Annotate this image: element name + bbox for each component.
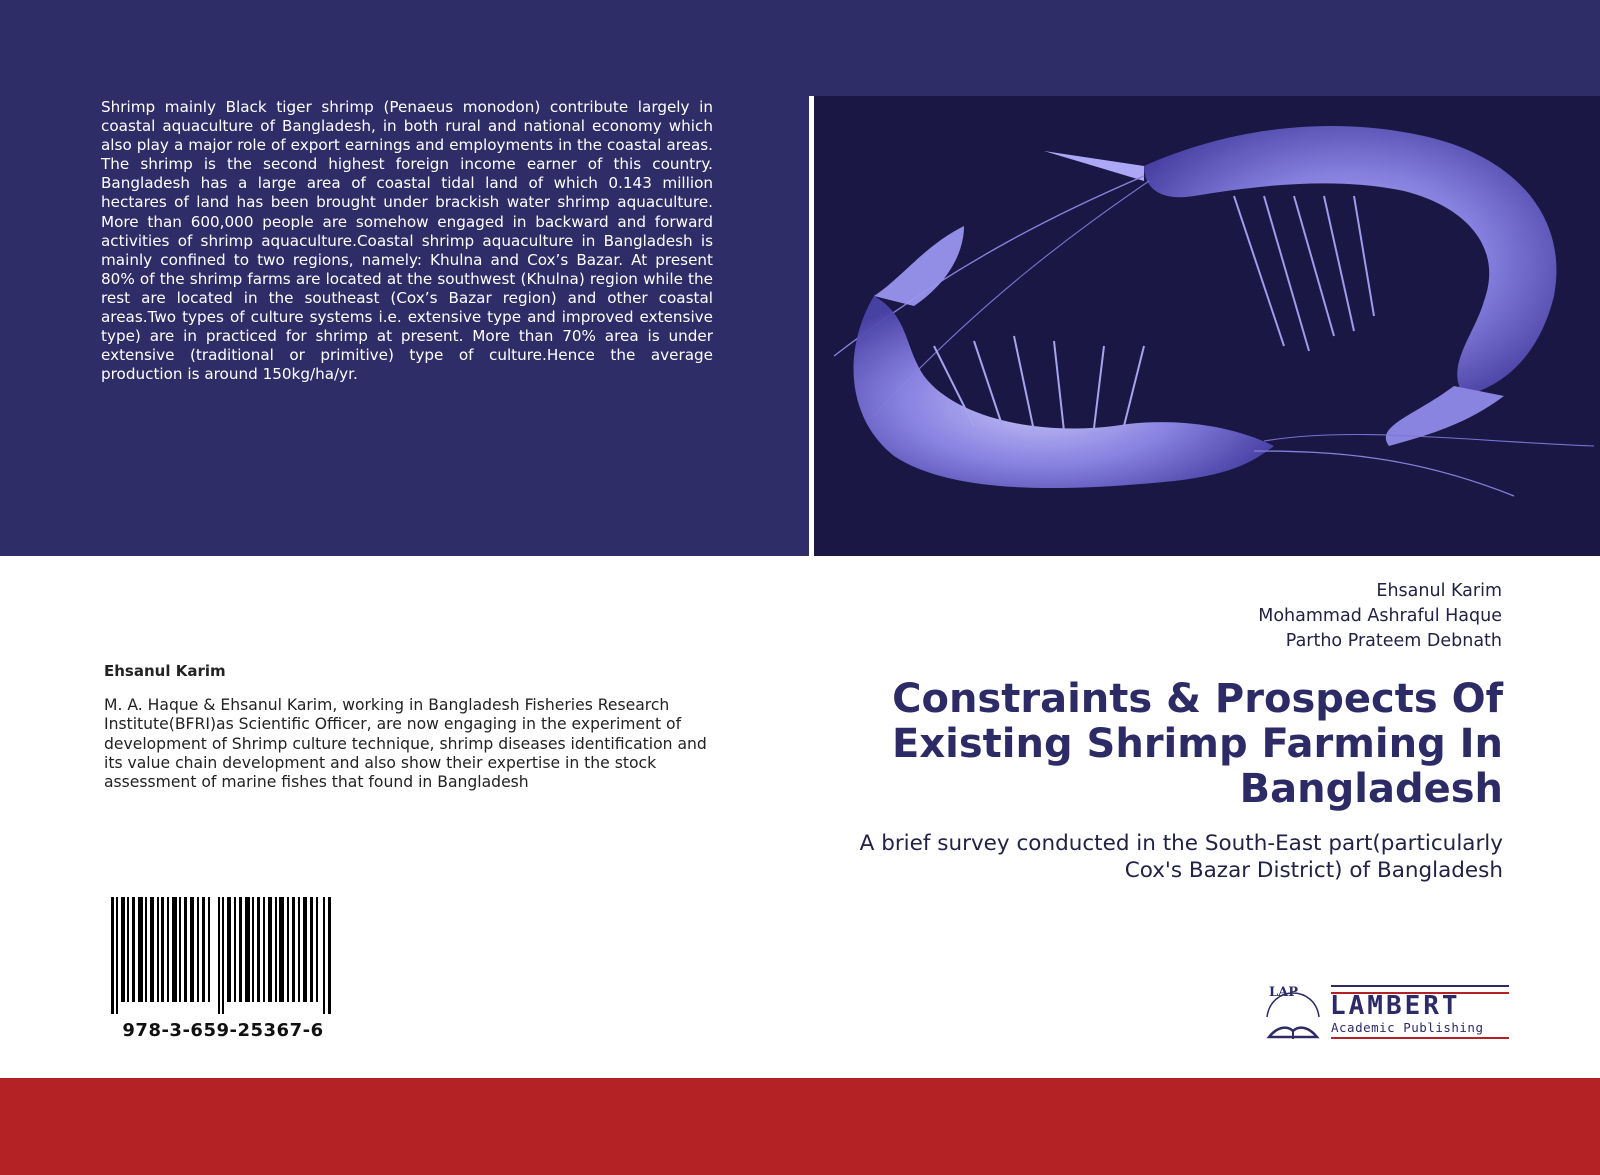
shrimp-photo bbox=[809, 96, 1600, 556]
book-subtitle: A brief survey conducted in the South-East part(particularly Cox's Bazar District) of Bangladesh bbox=[859, 831, 1503, 883]
publisher-tagline: Academic Publishing bbox=[1331, 1020, 1484, 1035]
back-cover-blurb: Shrimp mainly Black tiger shrimp (Penaeus monodon) contribute largely in coastal aquaculture of Bangladesh, in both rural and national economy which also play a major role of export earnings and employments in the coastal areas. The shrimp is the second highest foreign income earner of this country. Bangladesh has a large area of coastal tidal land of which 0.143 million hectares of land has been brought under brackish water shrimp aquaculture. More than 600,000 people are somehow engaged in backward and forward activities of shrimp aquaculture.Coastal shrimp aquaculture in Bangladesh is mainly confined to two regions, namely: Khulna and Cox’s Bazar. At present 80% of the shrimp farms are located at the southwest (Khulna) region while the rest are located in the southeast (Cox’s Bazar region) and other coastal areas.Two types of culture systems i.e. extensive type and improved extensive type) are in practiced for shrimp at present. More than 70% area is under extensive (traditional or primitive) type of culture.Hence the average production is around 150kg/ha/yr. bbox=[101, 98, 713, 384]
author-list bbox=[1258, 579, 1502, 654]
bottom-red-band bbox=[0, 1078, 1600, 1175]
author-name: Partho Prateem Debnath bbox=[1285, 631, 1502, 651]
isbn-number: 978-3-659-25367-6 bbox=[122, 1020, 324, 1041]
shrimp-illustration-icon bbox=[814, 96, 1600, 556]
author-name: Mohammad Ashraful Haque bbox=[1258, 606, 1502, 626]
bio-author-name: Ehsanul Karim bbox=[104, 662, 226, 680]
publisher-logo-icon bbox=[1263, 985, 1513, 1045]
publisher-mark: LAP bbox=[1269, 985, 1299, 1000]
author-name: Ehsanul Karim bbox=[1376, 581, 1502, 601]
logo-rule-bottom bbox=[1331, 1037, 1509, 1042]
publisher-name: LAMBERT bbox=[1330, 991, 1461, 1021]
author-bio: M. A. Haque & Ehsanul Karim, working in Bangladesh Fisheries Research Institute(BFRI)as Scientific Officer, are now engaging in the experiment of development of Shrimp culture technique, shrimp diseases identification and its value chain development and also show their expertise in the stock assessment of marine fishes that found in Bangladesh bbox=[104, 696, 707, 792]
barcode-icon bbox=[111, 897, 335, 1014]
book-title: Constraints & Prospects Of Existing Shrimp Farming In Bangladesh bbox=[892, 676, 1503, 812]
